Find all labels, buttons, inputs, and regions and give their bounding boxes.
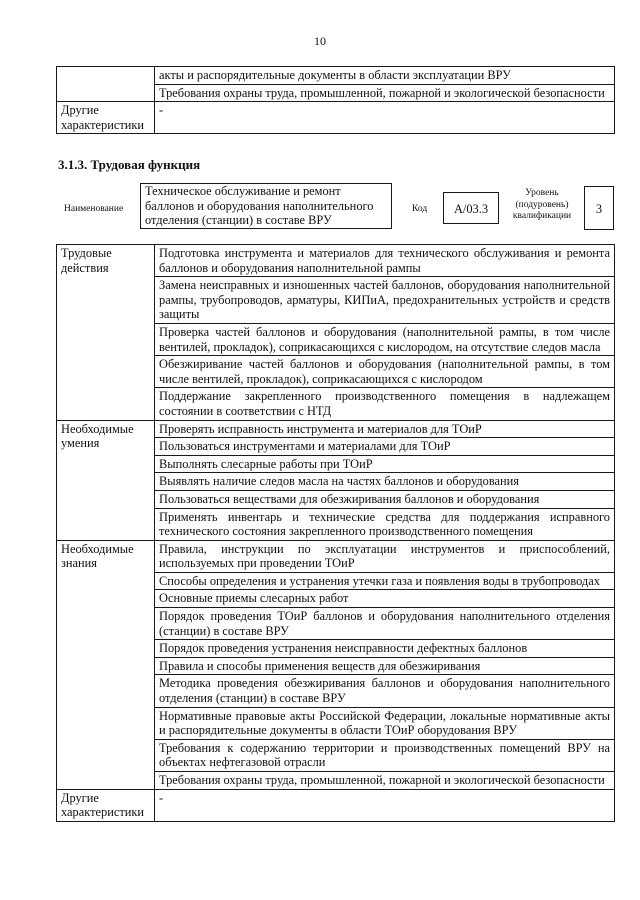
- row-text: Требования охраны труда, промышленной, пожарной и экологической безопасности: [155, 84, 615, 102]
- function-name: Техническое обслуживание и ремонт баллонов и оборудования наполнительного отделения (станции) в составе ВРУ: [140, 183, 392, 229]
- continuation-table: [56, 66, 615, 134]
- group-label: Необходимые знания: [57, 540, 155, 789]
- group-item: Порядок проведения устранения неисправности дефектных баллонов: [155, 640, 615, 658]
- group-item: Проверять исправность инструмента и материалов для ТОиР: [155, 420, 615, 438]
- group-item: Обезжиривание частей баллонов и оборудования (наполнительной рампы, в том числе вентилей, прокладок), соприкасающихся с кислородом: [155, 356, 615, 388]
- table-row: [57, 67, 615, 85]
- group-item: Выполнять слесарные работы при ТОиР: [155, 455, 615, 473]
- code-label: Код: [412, 204, 428, 214]
- row-text: акты и распорядительные документы в области эксплуатации ВРУ: [155, 67, 615, 85]
- table-row: [57, 420, 615, 438]
- group-item: Подготовка инструмента и материалов для технического обслуживания и ремонта баллонов и оборудования наполнительной рампы: [155, 245, 615, 277]
- group-label: Другие характеристики: [57, 789, 155, 821]
- group-item: Способы определения и устранения утечки газа и появления воды в трубопроводах: [155, 572, 615, 590]
- function-table-body: [57, 245, 615, 822]
- group-item: Пользоваться инструментами и материалами для ТОиР: [155, 438, 615, 456]
- row-text: -: [155, 102, 615, 134]
- level-label: Уровень (подуровень) квалификации: [512, 188, 572, 221]
- group-item: Требования к содержанию территории и производственных помещений ВРУ на объектах нефтегазовой отрасли: [155, 739, 615, 771]
- group-item: Требования охраны труда, промышленной, пожарной и экологической безопасности: [155, 772, 615, 790]
- section-title: 3.1.3. Трудовая функция: [58, 157, 201, 172]
- group-item: Проверка частей баллонов и оборудования (наполнительной рампы, в том числе вентилей, прокладок), соприкасающихся с кислородом, на отсутствие следов масла: [155, 323, 615, 355]
- table-row: [57, 245, 615, 277]
- table-row: [57, 789, 615, 821]
- row-label: Другие характеристики: [57, 102, 155, 134]
- group-item: Замена неисправных и изношенных частей баллонов, оборудования наполнительной рампы, трубопроводов, арматуры, КИПиА, предохранительных устройств и средств защиты: [155, 277, 615, 324]
- page-number: 10: [314, 34, 326, 48]
- table-row: [57, 540, 615, 572]
- group-item: Применять инвентарь и технические средства для поддержания исправного технического состояния закрепленного производственного помещения: [155, 508, 615, 540]
- group-item: Нормативные правовые акты Российской Федерации, локальные нормативные акты и распорядительные документы в области ТОиР оборудования ВРУ: [155, 707, 615, 739]
- function-table: [56, 244, 615, 822]
- group-label: Необходимые умения: [57, 420, 155, 540]
- group-item: Методика проведения обезжиривания баллонов и оборудования наполнительного отделения (станции) в составе ВРУ: [155, 675, 615, 707]
- group-label: Трудовые действия: [57, 245, 155, 421]
- group-item: Пользоваться веществами для обезжиривания баллонов и оборудования: [155, 490, 615, 508]
- group-item: Порядок проведения ТОиР баллонов и оборудования наполнительного отделения (станции) в составе ВРУ: [155, 608, 615, 640]
- table-row: [57, 102, 615, 134]
- group-item: Правила и способы применения веществ для обезжиривания: [155, 657, 615, 675]
- group-item: Основные приемы слесарных работ: [155, 590, 615, 608]
- group-item: Выявлять наличие следов масла на частях баллонов и оборудования: [155, 473, 615, 491]
- row-label: [57, 67, 155, 102]
- group-item: Поддержание закрепленного производственного помещения в надлежащем состоянии в соответствии с НТД: [155, 388, 615, 420]
- code-value: A/03.3: [443, 192, 499, 224]
- group-item: -: [155, 789, 615, 821]
- name-label: Наименование: [64, 204, 124, 214]
- level-value: 3: [584, 186, 614, 230]
- group-item: Правила, инструкции по эксплуатации инструментов и приспособлений, используемых при проведении ТОиР: [155, 540, 615, 572]
